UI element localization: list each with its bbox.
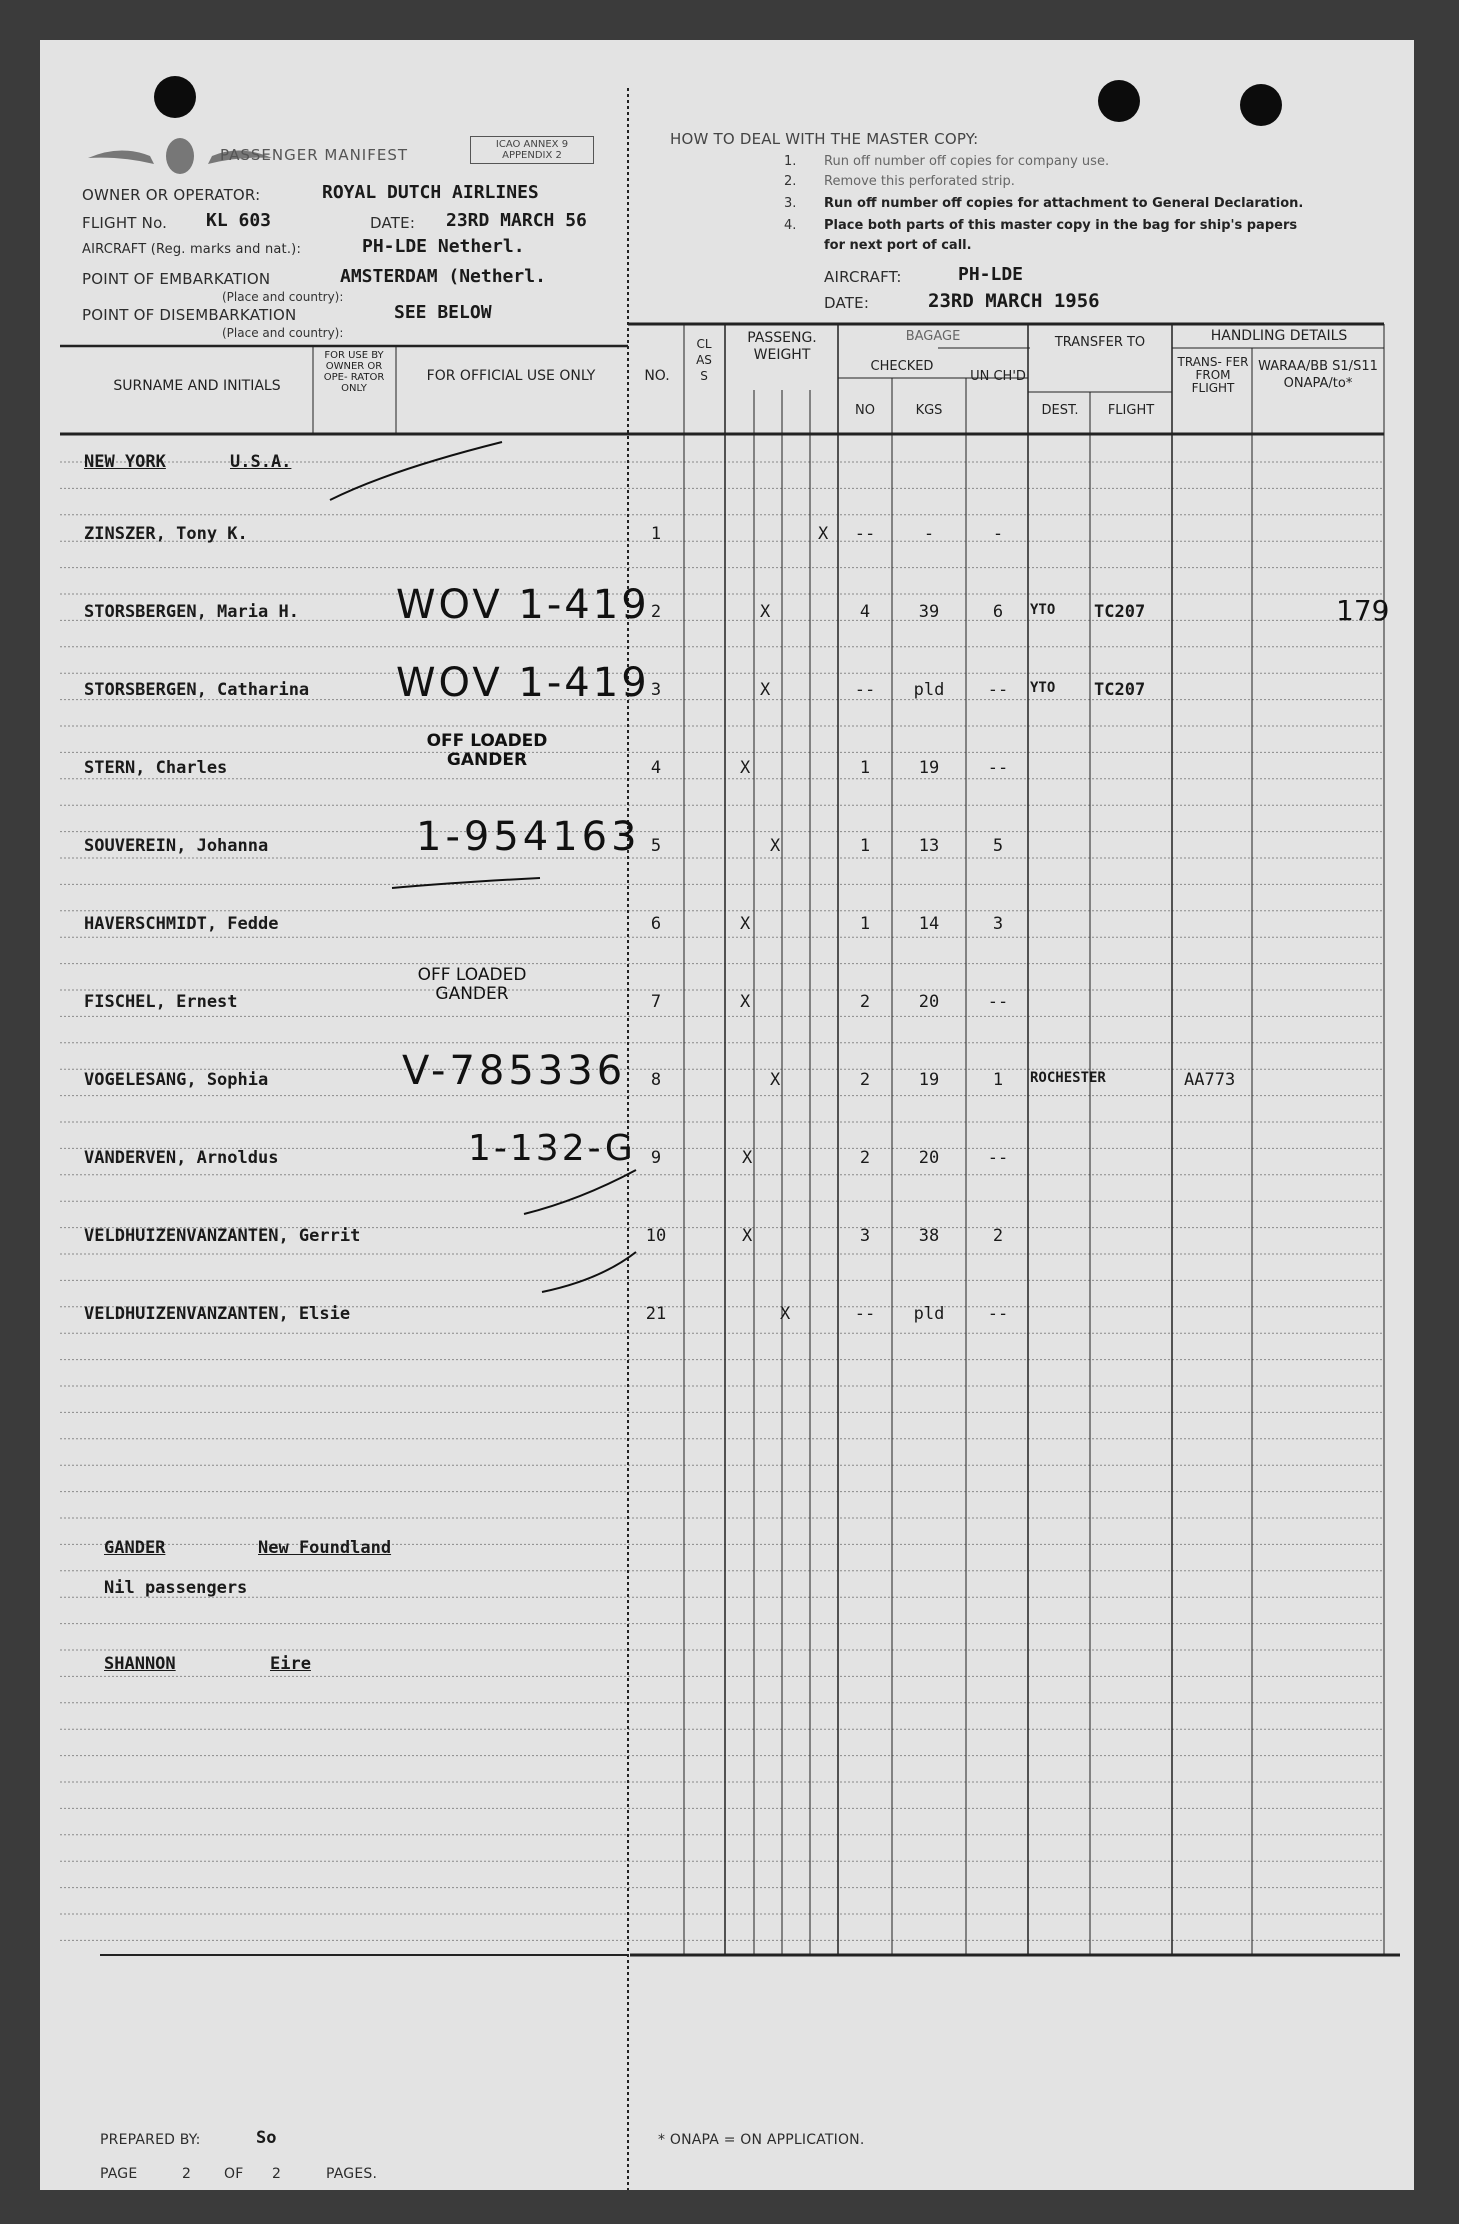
passenger-name: STORSBERGEN, Catharina xyxy=(84,680,310,700)
passenger-name: STORSBERGEN, Maria H. xyxy=(84,602,299,622)
class-mark: X xyxy=(770,1070,781,1090)
bag-count: 1 xyxy=(859,914,871,934)
disembark-hint: (Place and country): xyxy=(222,326,344,340)
section-country: Eire xyxy=(270,1654,311,1674)
section-country: New Foundland xyxy=(258,1538,392,1558)
aircraft-right-value: PH-LDE xyxy=(958,264,1024,285)
aircraft-value: PH-LDE Netherl. xyxy=(362,236,525,257)
bag-unchecked: -- xyxy=(987,680,1009,700)
class-mark: X xyxy=(760,602,771,622)
manifest-sheet xyxy=(40,40,1414,2190)
col-official: FOR OFFICIAL USE ONLY xyxy=(426,368,596,384)
icao-line-2: APPENDIX 2 xyxy=(502,150,562,161)
bag-count: 2 xyxy=(859,1070,871,1090)
instruction-text: for next port of call. xyxy=(824,238,972,253)
passenger-name: ZINSZER, Tony K. xyxy=(84,524,248,544)
class-mark: X xyxy=(740,914,751,934)
col-class: CLASS xyxy=(696,337,712,383)
passenger-name: VELDHUIZENVANZANTEN, Gerrit xyxy=(84,1226,361,1246)
col-checked: CHECKED xyxy=(870,359,934,374)
passenger-no: 5 xyxy=(650,836,662,856)
disembark-label: POINT OF DISEMBARKATION xyxy=(82,306,297,324)
class-mark: X xyxy=(742,1148,753,1168)
section-city: SHANNON xyxy=(104,1654,176,1674)
instruction-text: Remove this perforated strip. xyxy=(824,174,1015,189)
flight-value: KL 603 xyxy=(206,210,272,231)
bag-count: -- xyxy=(854,1304,876,1324)
bag-count: 4 xyxy=(859,602,871,622)
page-number: 2 xyxy=(182,2166,192,2182)
section-city: GANDER xyxy=(104,1538,166,1558)
official-annotation: WOV 1-419 xyxy=(396,660,650,706)
bag-kgs: pld xyxy=(913,680,945,700)
col-no: NO. xyxy=(644,368,670,384)
date-label: DATE: xyxy=(370,214,416,232)
official-annotation: OFF LOADED GANDER xyxy=(417,965,527,1004)
bag-count: -- xyxy=(854,680,876,700)
aircraft-right-label: AIRCRAFT: xyxy=(824,268,902,286)
passenger-name: VOGELESANG, Sophia xyxy=(84,1070,269,1090)
col-waraa: WARAA/BB S1/S11 ONAPA/to* xyxy=(1258,359,1378,391)
embark-value: AMSTERDAM (Netherl. xyxy=(340,266,546,287)
manifest-title: PASSENGER MANIFEST xyxy=(220,146,409,164)
col-flight: FLIGHT xyxy=(1107,403,1155,418)
passenger-no: 1 xyxy=(650,524,662,544)
transfer-from-flight: AA773 xyxy=(1184,1070,1236,1090)
col-transfer: TRANSFER TO xyxy=(1054,335,1146,350)
instruction-text: Place both parts of this master copy in the bag for ship's papers xyxy=(824,218,1298,233)
of-label: OF xyxy=(224,2166,244,2182)
owner-value: ROYAL DUTCH AIRLINES xyxy=(322,182,539,203)
bag-kgs: 20 xyxy=(918,992,940,1012)
bag-unchecked: - xyxy=(992,524,1004,544)
bag-count: 2 xyxy=(859,1148,871,1168)
passenger-no: 6 xyxy=(650,914,662,934)
bag-kgs: pld xyxy=(913,1304,945,1324)
class-mark: X xyxy=(818,524,829,544)
bag-count: 1 xyxy=(859,758,871,778)
col-kgs: KGS xyxy=(915,403,943,418)
passenger-name: SOUVEREIN, Johanna xyxy=(84,836,269,856)
bag-kgs: 39 xyxy=(918,602,940,622)
class-mark: X xyxy=(770,836,781,856)
passenger-name: HAVERSCHMIDT, Fedde xyxy=(84,914,279,934)
col-baggage: BAGAGE xyxy=(905,329,961,344)
page-total: 2 xyxy=(272,2166,282,2182)
col-owner-use: FOR USE BY OWNER OR OPE- RATOR ONLY xyxy=(323,350,385,394)
bag-unchecked: 3 xyxy=(992,914,1004,934)
instruction-num: 1. xyxy=(784,154,797,169)
bag-kgs: 14 xyxy=(918,914,940,934)
bag-kgs: 38 xyxy=(918,1226,940,1246)
waraa-value: 179 xyxy=(1336,594,1390,627)
col-bag-no: NO xyxy=(855,403,875,418)
embark-label: POINT OF EMBARKATION xyxy=(82,270,271,288)
bag-unchecked: -- xyxy=(987,992,1009,1012)
passenger-no: 9 xyxy=(650,1148,662,1168)
transfer-dest: ROCHESTER xyxy=(1030,1070,1106,1086)
passenger-no: 4 xyxy=(650,758,662,778)
prepared-label: PREPARED BY: xyxy=(100,2132,201,2148)
official-annotation: 1-132-G xyxy=(468,1128,636,1169)
class-mark: X xyxy=(742,1226,753,1246)
bag-unchecked: 5 xyxy=(992,836,1004,856)
bag-count: 2 xyxy=(859,992,871,1012)
instruction-num: 3. xyxy=(784,196,797,211)
icao-line-1: ICAO ANNEX 9 xyxy=(495,139,569,150)
col-surname: SURNAME AND INITIALS xyxy=(113,378,281,394)
bag-kgs: 19 xyxy=(918,758,940,778)
bag-count: -- xyxy=(854,524,876,544)
instruction-num: 4. xyxy=(784,218,797,233)
bag-kgs: 13 xyxy=(918,836,940,856)
icao-stamp xyxy=(470,136,594,164)
bag-count: 1 xyxy=(859,836,871,856)
section-country: U.S.A. xyxy=(230,452,292,472)
onapa-note: * ONAPA = ON APPLICATION. xyxy=(658,2132,865,2148)
class-mark: X xyxy=(740,758,751,778)
col-weight: PASSENG. WEIGHT xyxy=(747,330,817,363)
passenger-name: VANDERVEN, Arnoldus xyxy=(84,1148,279,1168)
transfer-dest: YTO xyxy=(1030,602,1056,618)
class-mark: X xyxy=(740,992,751,1012)
pages-label: PAGES. xyxy=(326,2166,378,2182)
col-handling: HANDLING DETAILS xyxy=(1210,328,1348,344)
col-unchd: UN CH'D xyxy=(970,369,1026,384)
bag-count: 3 xyxy=(859,1226,871,1246)
disembark-value: SEE BELOW xyxy=(394,302,492,323)
official-annotation: WOV 1-419 xyxy=(396,582,650,628)
bag-unchecked: 2 xyxy=(992,1226,1004,1246)
instruction-num: 2. xyxy=(784,174,797,189)
bag-kgs: - xyxy=(923,524,935,544)
bag-kgs: 19 xyxy=(918,1070,940,1090)
official-annotation: 1-954163 xyxy=(416,814,641,860)
transfer-dest: YTO xyxy=(1030,680,1056,696)
bag-unchecked: -- xyxy=(987,758,1009,778)
page-label: PAGE xyxy=(100,2166,138,2182)
bag-unchecked: -- xyxy=(987,1148,1009,1168)
bag-unchecked: 6 xyxy=(992,602,1004,622)
passenger-name: VELDHUIZENVANZANTEN, Elsie xyxy=(84,1304,351,1324)
passenger-no: 2 xyxy=(650,602,662,622)
flight-label: FLIGHT No. xyxy=(82,214,168,232)
passenger-name: STERN, Charles xyxy=(84,758,228,778)
date-right-label: DATE: xyxy=(824,294,870,312)
instructions-title: HOW TO DEAL WITH THE MASTER COPY: xyxy=(670,130,979,148)
aircraft-label: AIRCRAFT (Reg. marks and nat.): xyxy=(82,242,302,257)
passenger-no: 10 xyxy=(645,1226,667,1246)
transfer-flight: TC207 xyxy=(1094,602,1146,622)
passenger-no: 3 xyxy=(650,680,662,700)
col-dest: DEST. xyxy=(1041,403,1079,418)
date-value: 23RD MARCH 56 xyxy=(446,210,587,231)
class-mark: X xyxy=(760,680,771,700)
transfer-flight: TC207 xyxy=(1094,680,1146,700)
instruction-text: Run off number off copies for company use. xyxy=(824,154,1110,169)
bag-unchecked: -- xyxy=(987,1304,1009,1324)
class-mark: X xyxy=(780,1304,791,1324)
official-annotation: OFF LOADED GANDER xyxy=(426,731,548,770)
passenger-no: 8 xyxy=(650,1070,662,1090)
date-right-value: 23RD MARCH 1956 xyxy=(928,290,1100,312)
col-transfer-from: TRANS- FER FROM FLIGHT xyxy=(1177,355,1249,395)
section-note: Nil passengers xyxy=(104,1578,248,1598)
official-annotation: V-785336 xyxy=(402,1048,627,1094)
owner-label: OWNER OR OPERATOR: xyxy=(82,186,261,204)
passenger-no: 7 xyxy=(650,992,662,1012)
passenger-name: FISCHEL, Ernest xyxy=(84,992,238,1012)
passenger-no: 21 xyxy=(645,1304,667,1324)
prepared-value: So xyxy=(256,2128,277,2148)
bag-unchecked: 1 xyxy=(992,1070,1004,1090)
bag-kgs: 20 xyxy=(918,1148,940,1168)
embark-hint: (Place and country): xyxy=(222,290,344,304)
section-city: NEW YORK xyxy=(84,452,166,472)
instruction-text: Run off number off copies for attachment to General Declaration. xyxy=(824,196,1304,211)
